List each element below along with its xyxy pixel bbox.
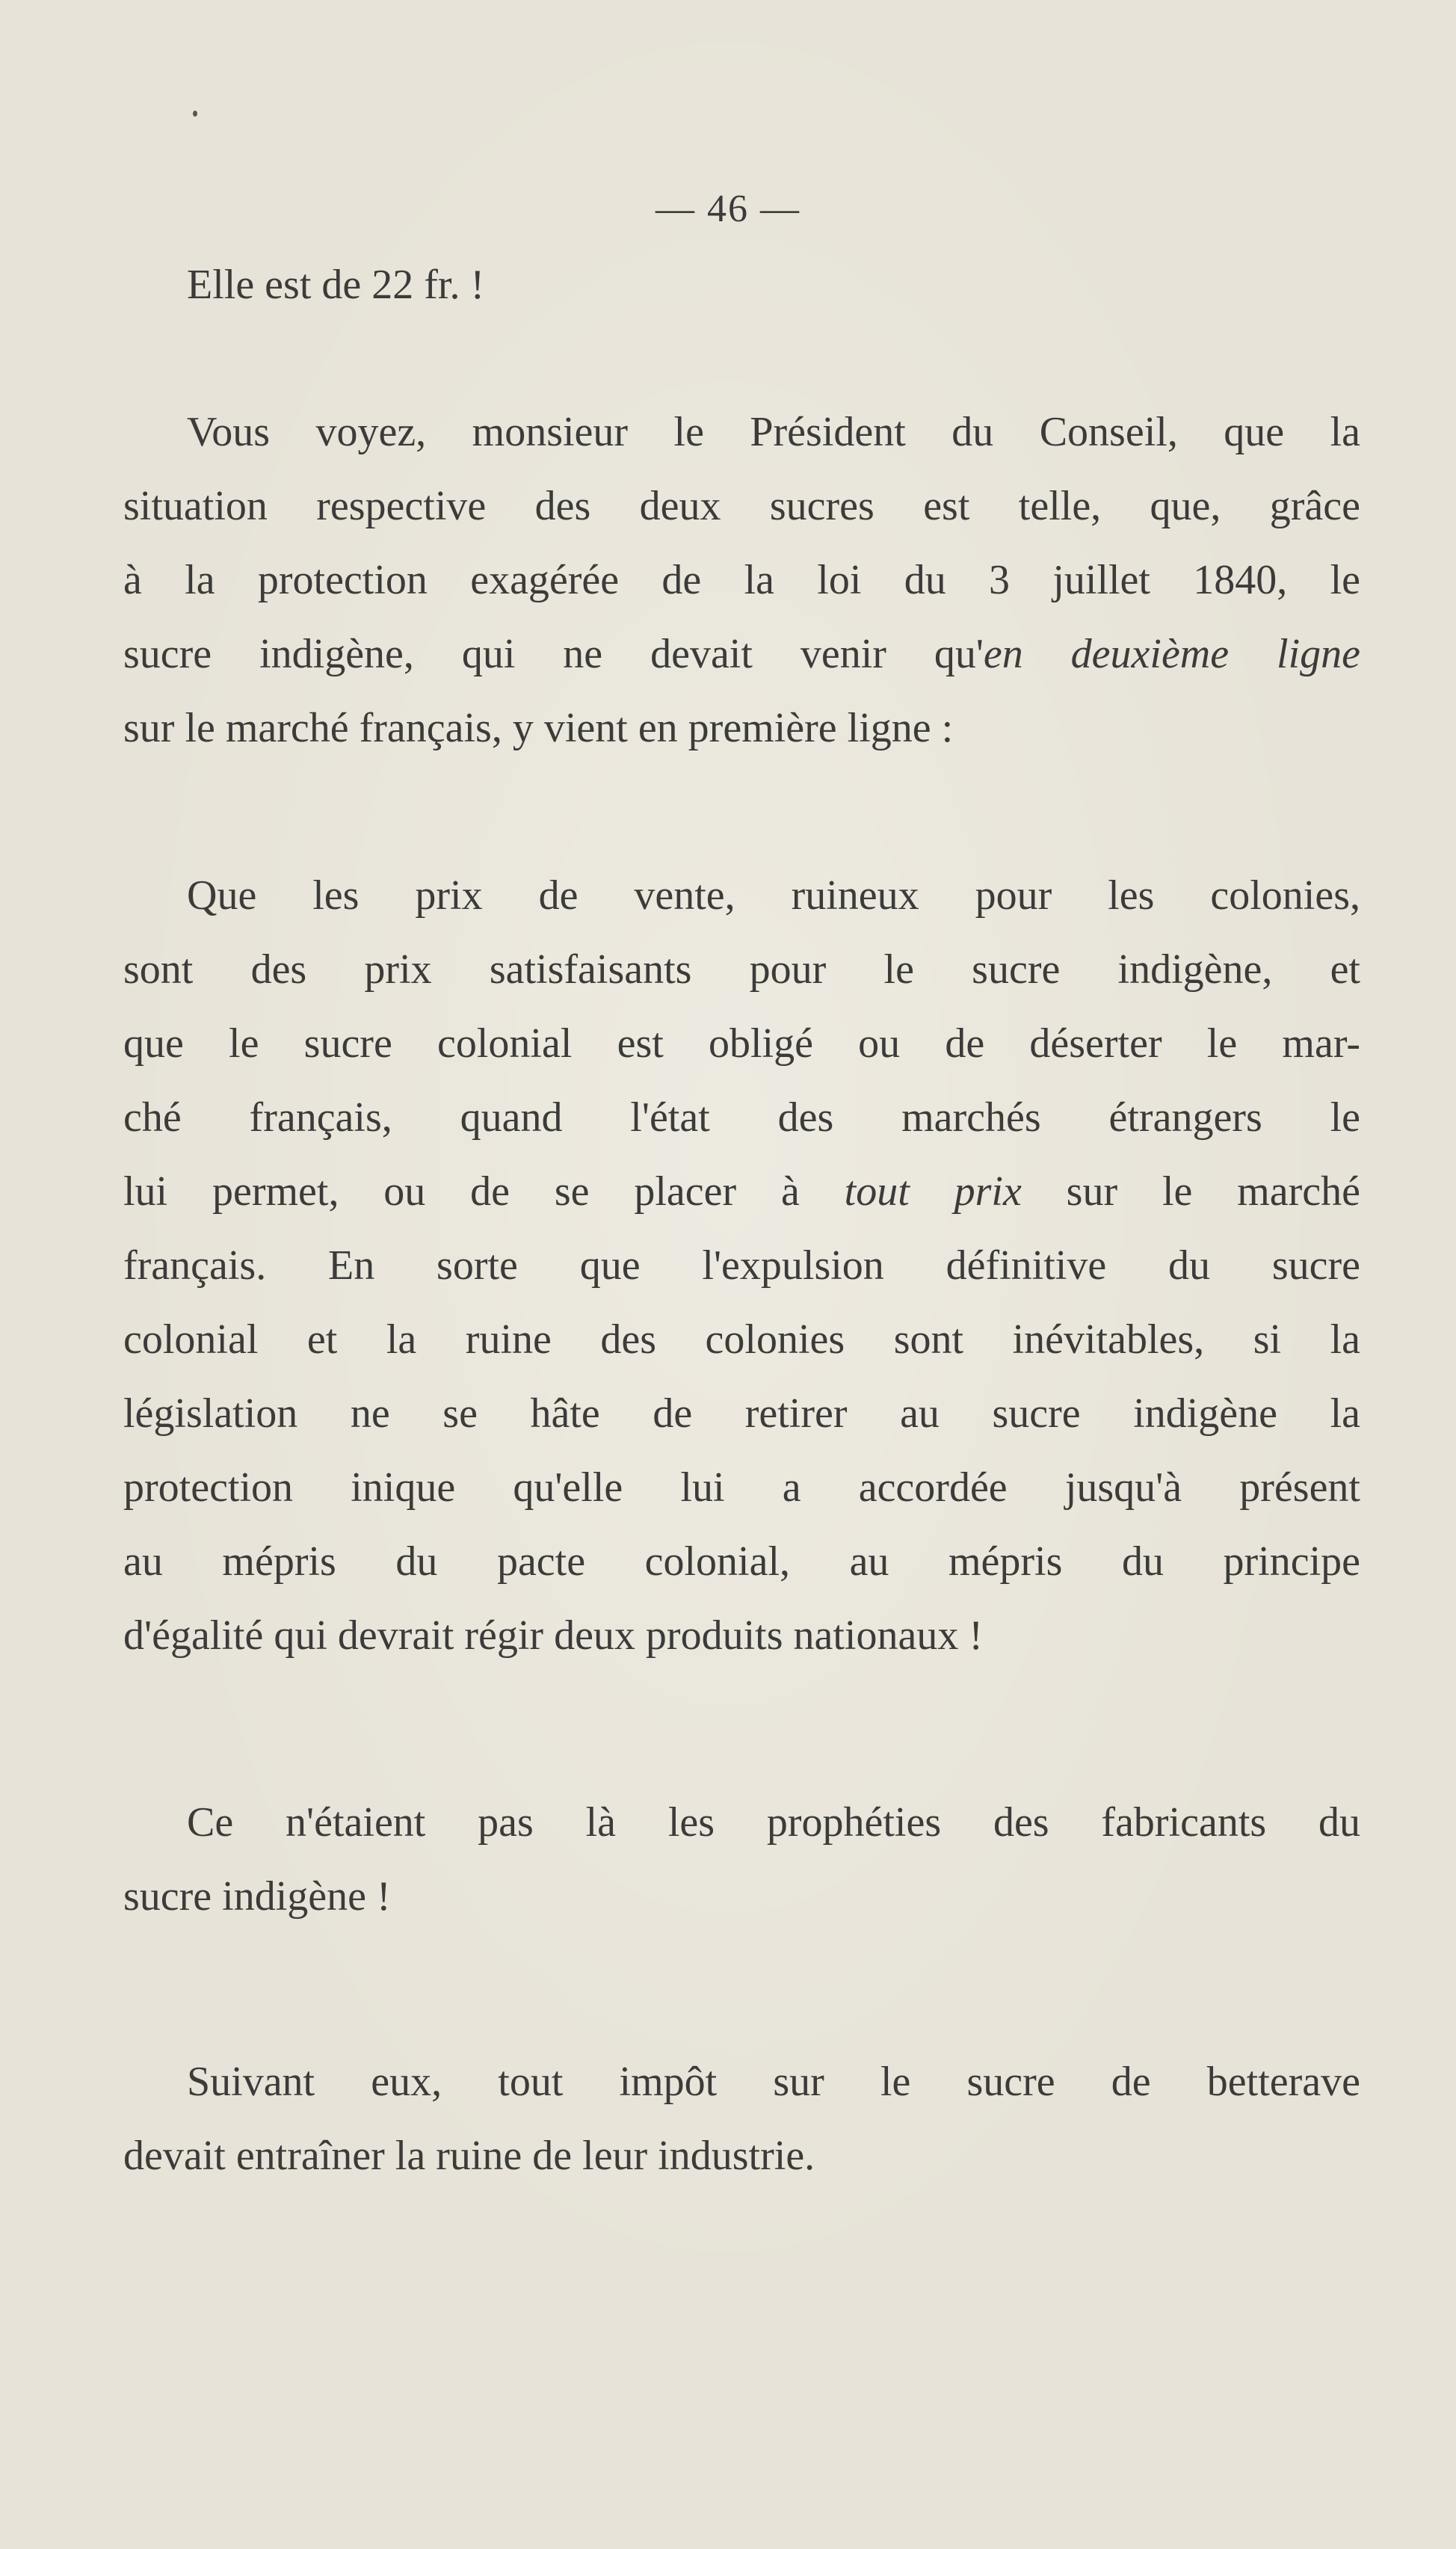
text-segment: lui permet, ou de se placer à [123,1168,845,1215]
text-line: Ce n'étaient pas là les prophéties des fabricants du [187,1799,1360,1846]
paragraph-4 [123,1786,1360,1934]
text-line: à la protection exagérée de la loi du 3 juillet 1840, le [123,557,1360,603]
text-line: d'égalité qui devrait régir deux produits nationaux ! [123,1612,983,1659]
paragraph-3 [123,859,1360,1673]
text-line: Elle est de 22 fr. ! [187,262,485,308]
text-line: situation respective des deux sucres est telle, que, grâce [123,483,1360,529]
text-line-with-italic [123,617,1360,691]
text-line: français. En sorte que l'expulsion définitive du sucre [123,1242,1360,1289]
text-segment: sur le marché [1021,1168,1360,1215]
ink-speck [193,111,197,117]
text-segment: sucre indigène, qui ne devait venir qu' [123,631,984,677]
text-line: protection inique qu'elle lui a accordée jusqu'à présent [123,1464,1360,1511]
text-line: colonial et la ruine des colonies sont inévitables, si la [123,1316,1360,1363]
text-line: Vous voyez, monsieur le Président du Conseil, que la [187,409,1360,455]
text-line-with-italic [123,1155,1360,1229]
paragraph-5 [123,2045,1360,2193]
text-line: Suivant eux, tout impôt sur le sucre de betterave [187,2059,1360,2105]
text-line: Que les prix de vente, ruineux pour les colonies, [187,872,1360,919]
text-line: sucre indigène ! [123,1873,391,1920]
text-line: législation ne se hâte de retirer au sucre indigène la [123,1390,1360,1437]
text-line: ché français, quand l'état des marchés étrangers le [123,1094,1360,1141]
italic-phrase: tout prix [844,1168,1022,1215]
italic-phrase: en deuxième ligne [983,631,1360,677]
page-number: — 46 — [655,188,801,230]
text-line: au mépris du pacte colonial, au mépris du principe [123,1538,1360,1585]
paragraph-2 [123,395,1360,765]
text-line: devait entraîner la ruine de leur industrie. [123,2133,815,2179]
paragraph-1 [123,248,1360,322]
text-line: sur le marché français, y vient en première ligne : [123,705,954,751]
text-line: que le sucre colonial est obligé ou de déserter le mar- [123,1020,1360,1067]
text-line: sont des prix satisfaisants pour le sucre indigène, et [123,946,1360,993]
